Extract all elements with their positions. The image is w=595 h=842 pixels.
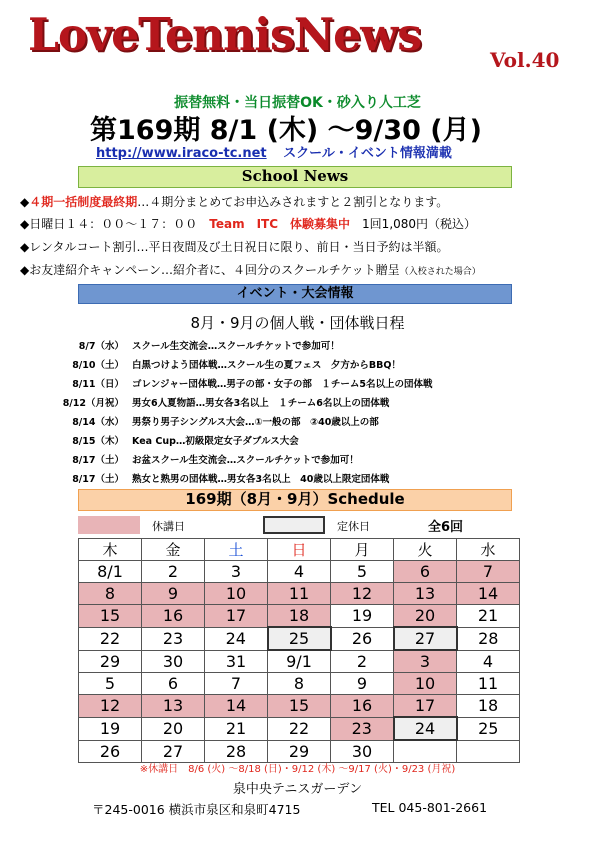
calendar-day-cell: 31 bbox=[205, 650, 268, 673]
calendar-day-cell: 7 bbox=[457, 561, 520, 583]
weekday-header: 水 bbox=[457, 539, 520, 561]
calendar-day-cell: 14 bbox=[205, 695, 268, 718]
calendar-week-row bbox=[79, 717, 520, 740]
weekday-header: 金 bbox=[142, 539, 205, 561]
calendar-week-row bbox=[79, 583, 520, 605]
event-row bbox=[60, 433, 299, 447]
event-date: 8/10（土） bbox=[72, 360, 124, 371]
calendar-day-cell: 9 bbox=[331, 673, 394, 695]
term-period: 第169期 8/1 (木) ～9/30 (月) bbox=[90, 115, 482, 146]
legend-regular-off-label: 定休日 bbox=[337, 520, 370, 533]
event-text: お盆スクール生交流会…スクールチケットで参加可！ bbox=[132, 455, 359, 466]
calendar-day-cell: 21 bbox=[457, 605, 520, 628]
closed-days-note: ※休講日 8/6 (火) ～8/18 (日)・9/12 (木) ～9/17 (火)・9/23 (月祝) bbox=[139, 764, 456, 775]
calendar-day-cell: 28 bbox=[205, 740, 268, 763]
calendar-day-cell: 26 bbox=[79, 740, 142, 763]
schedule-heading: 169期（8月・9月）Schedule bbox=[78, 489, 512, 511]
calendar-day-cell: 29 bbox=[268, 740, 331, 763]
event-date: 8/14（水） bbox=[72, 417, 124, 428]
calendar-day-cell: 12 bbox=[331, 583, 394, 605]
calendar-day-cell: 2 bbox=[142, 561, 205, 583]
legend-closed-swatch bbox=[78, 516, 140, 534]
calendar-day-cell: 28 bbox=[457, 627, 520, 650]
calendar-day-cell: 17 bbox=[394, 695, 457, 718]
event-row bbox=[60, 414, 379, 428]
news-text: お友達紹介キャンペーン…紹介者に、４回分のスクールチケット贈呈 bbox=[29, 263, 400, 277]
calendar-day-cell: 22 bbox=[79, 627, 142, 650]
news-text: 1回1,080円（税込） bbox=[350, 217, 477, 231]
calendar-week-row bbox=[79, 561, 520, 583]
school-news-heading: School News bbox=[78, 166, 512, 188]
calendar-week-row bbox=[79, 627, 520, 650]
calendar-day-cell: 10 bbox=[205, 583, 268, 605]
event-date: 8/7（水） bbox=[78, 341, 124, 352]
calendar-header-row bbox=[79, 539, 520, 561]
legend-regular-off-swatch bbox=[263, 516, 325, 534]
calendar-day-cell: 6 bbox=[142, 673, 205, 695]
event-date: 8/17（土） bbox=[72, 455, 124, 466]
calendar-day-cell: 3 bbox=[205, 561, 268, 583]
calendar-day-cell: 24 bbox=[205, 627, 268, 650]
event-text: 熟女と熟男の団体戦…男女各3名以上 40歳以上限定団体戦 bbox=[132, 474, 390, 485]
bullet-icon: ◆ bbox=[20, 240, 30, 254]
calendar-day-cell: 20 bbox=[394, 605, 457, 628]
calendar-day-cell: 11 bbox=[457, 673, 520, 695]
calendar-day-cell: 20 bbox=[142, 717, 205, 740]
event-text: 白黒つけよう団体戦…スクール生の夏フェス 夕方からBBQ！ bbox=[132, 360, 401, 371]
news-text: …４期分まとめてお申込みされますと２割引となります。 bbox=[137, 195, 449, 209]
event-text: ゴレンジャー団体戦…男子の部・女子の部 １チーム5名以上の団体戦 bbox=[132, 379, 433, 390]
event-date: 8/15（木） bbox=[72, 436, 124, 447]
club-name: 泉中央テニスガーデン bbox=[232, 782, 363, 797]
calendar-day-cell: 10 bbox=[394, 673, 457, 695]
calendar-day-cell: 21 bbox=[205, 717, 268, 740]
club-address: 〒245-0016 横浜市泉区和泉町4715 bbox=[92, 802, 301, 817]
news-text: レンタルコート割引…平日夜間及び土日祝日に限り、前日・当日予約は半額。 bbox=[29, 240, 449, 254]
weekday-header: 日 bbox=[268, 539, 331, 561]
calendar-day-cell: 23 bbox=[331, 717, 394, 740]
calendar-day-cell: 5 bbox=[79, 673, 142, 695]
calendar-day-cell: 8/1 bbox=[79, 561, 142, 583]
event-date: 8/12（月祝） bbox=[62, 398, 124, 409]
total-sessions: 全6回 bbox=[428, 520, 464, 535]
calendar-day-cell: 15 bbox=[79, 605, 142, 628]
weekday-header: 土 bbox=[205, 539, 268, 561]
news-item bbox=[20, 261, 481, 278]
calendar-day-cell: 27 bbox=[394, 627, 457, 650]
event-row bbox=[60, 395, 389, 409]
calendar-day-cell: 27 bbox=[142, 740, 205, 763]
club-telephone: TEL 045-801-2661 bbox=[372, 800, 488, 815]
event-text: 男祭り男子シングルス大会…①一般の部 ②40歳以上の部 bbox=[132, 417, 379, 428]
schedule-calendar bbox=[78, 538, 520, 763]
weekday-header: 木 bbox=[79, 539, 142, 561]
calendar-day-cell: 9/1 bbox=[268, 650, 331, 673]
news-item bbox=[20, 215, 476, 232]
event-text: Kea Cup…初級限定女子ダブルス大会 bbox=[132, 436, 299, 447]
calendar-day-cell: 26 bbox=[331, 627, 394, 650]
calendar-day-cell: 2 bbox=[331, 650, 394, 673]
calendar-day-cell: 11 bbox=[268, 583, 331, 605]
event-date: 8/11（日） bbox=[72, 379, 124, 390]
url-line bbox=[96, 142, 452, 161]
event-text: 男女6人夏物語…男女各3名以上 １チーム6名以上の団体戦 bbox=[132, 398, 390, 409]
events-subtitle: 8月・9月の個人戦・団体戦日程 bbox=[190, 314, 405, 332]
event-text: スクール生交流会…スクールチケットで参加可！ bbox=[132, 341, 340, 352]
calendar-week-row bbox=[79, 650, 520, 673]
calendar-day-cell: 16 bbox=[331, 695, 394, 718]
calendar-day-cell: 19 bbox=[79, 717, 142, 740]
news-item bbox=[20, 238, 448, 255]
calendar-day-cell: 6 bbox=[394, 561, 457, 583]
tagline: 振替無料・当日振替OK・砂入り人工芝 bbox=[174, 95, 421, 111]
calendar-day-cell: 30 bbox=[331, 740, 394, 763]
news-highlight: Team ITC 体験募集中 bbox=[209, 217, 351, 231]
calendar-day-cell: 8 bbox=[79, 583, 142, 605]
news-note: （入校された場合） bbox=[399, 267, 481, 277]
calendar-day-cell: 7 bbox=[205, 673, 268, 695]
calendar-day-cell: 17 bbox=[205, 605, 268, 628]
bullet-icon: ◆ bbox=[20, 195, 30, 209]
calendar-day-cell: 4 bbox=[457, 650, 520, 673]
calendar-day-cell: 24 bbox=[394, 717, 457, 740]
bullet-icon: ◆ bbox=[20, 263, 30, 277]
weekday-header: 月 bbox=[331, 539, 394, 561]
calendar-day-cell: 16 bbox=[142, 605, 205, 628]
masthead-title: LoveTennisNews bbox=[28, 8, 422, 61]
calendar-day-cell: 9 bbox=[142, 583, 205, 605]
calendar-day-cell: 18 bbox=[457, 695, 520, 718]
url-caption: スクール・イベント情報満載 bbox=[283, 146, 452, 161]
news-highlight: ４期一括制度最終期 bbox=[29, 195, 138, 209]
event-date: 8/17（土） bbox=[72, 474, 124, 485]
event-row bbox=[60, 471, 389, 485]
event-row bbox=[60, 357, 401, 371]
calendar-day-cell: 19 bbox=[331, 605, 394, 628]
calendar-week-row bbox=[79, 605, 520, 628]
calendar-day-cell: 8 bbox=[268, 673, 331, 695]
calendar-week-row bbox=[79, 695, 520, 718]
calendar-day-cell: 25 bbox=[457, 717, 520, 740]
calendar-day-cell: 25 bbox=[268, 627, 331, 650]
calendar-day-cell: 15 bbox=[268, 695, 331, 718]
calendar-day-cell: 12 bbox=[79, 695, 142, 718]
website-link[interactable]: http://www.iraco-tc.net bbox=[96, 146, 267, 161]
calendar-day-cell: 14 bbox=[457, 583, 520, 605]
bullet-icon: ◆ bbox=[20, 217, 30, 231]
calendar-day-cell: 13 bbox=[142, 695, 205, 718]
calendar-week-row bbox=[79, 673, 520, 695]
calendar-day-cell: 4 bbox=[268, 561, 331, 583]
legend-closed-label: 休講日 bbox=[152, 520, 185, 533]
event-row bbox=[60, 376, 432, 390]
news-item bbox=[20, 193, 448, 210]
calendar-day-cell: 5 bbox=[331, 561, 394, 583]
calendar-day-cell: 3 bbox=[394, 650, 457, 673]
volume-number: Vol.40 bbox=[490, 48, 560, 72]
weekday-header: 火 bbox=[394, 539, 457, 561]
calendar-day-cell: 13 bbox=[394, 583, 457, 605]
event-row bbox=[60, 452, 359, 466]
calendar-day-cell: 29 bbox=[79, 650, 142, 673]
calendar-day-cell: 22 bbox=[268, 717, 331, 740]
events-heading: イベント・大会情報 bbox=[78, 284, 512, 304]
calendar-day-cell: 30 bbox=[142, 650, 205, 673]
calendar-day-cell: 23 bbox=[142, 627, 205, 650]
calendar-day-cell: 18 bbox=[268, 605, 331, 628]
event-row bbox=[60, 338, 340, 352]
news-text: 日曜日１４：００～１７：００ bbox=[29, 217, 210, 231]
